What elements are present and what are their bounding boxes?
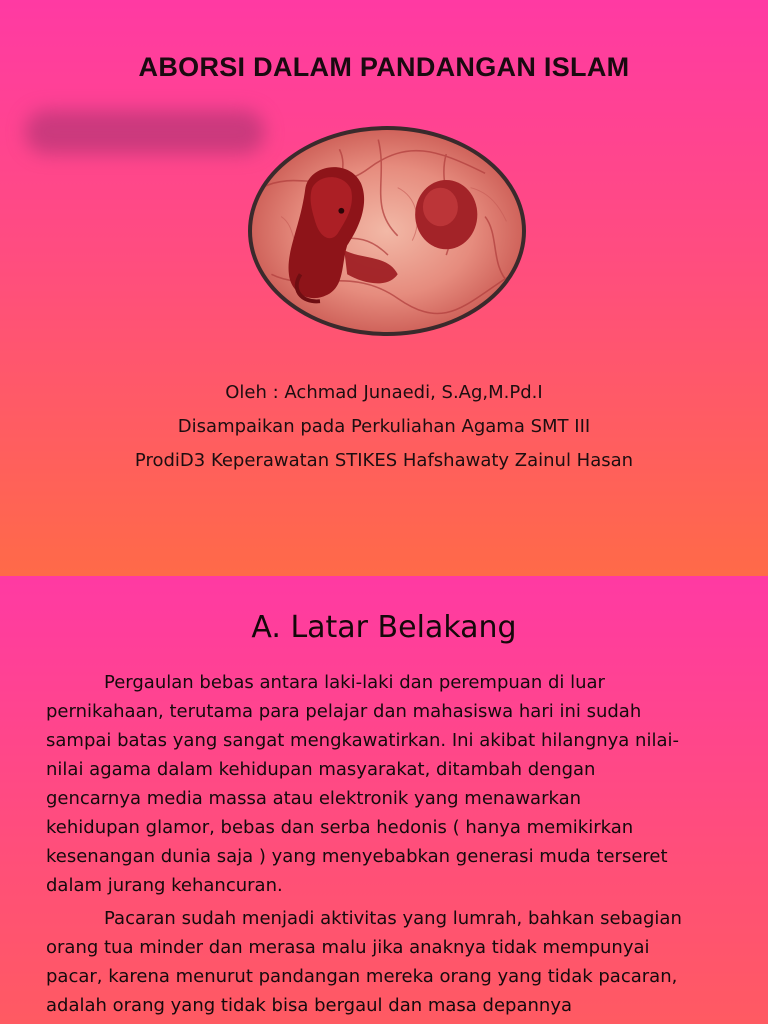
credit-author: Oleh : Achmad Junaedi, S.Ag,M.Pd.I [225,382,543,403]
body-text [46,668,726,1024]
slide-title: ABORSI DALAM PANDANGAN ISLAM [138,52,630,82]
text-line: nilai agama dalam kehidupan masyarakat, ditambah dengan [46,759,596,780]
text-line: dalam jurang kehancuran. [46,875,283,896]
credit-course: Disampaikan pada Perkuliahan Agama SMT III [177,416,591,437]
text-line: sampai batas yang sangat mengkawatirkan. Ini akibat hilangnya nilai- [46,730,679,751]
text-line: pernikahaan, terutama para pelajar dan mahasiswa hari ini sudah [46,701,642,722]
paragraph-2 [46,904,726,1020]
fetus-photo [248,126,526,336]
text-line: Pacaran sudah menjadi aktivitas yang lumrah, bahkan sebagian [104,908,682,929]
text-line: pacar, karena menurut pandangan mereka orang yang tidak pacaran, [46,966,678,987]
credit-program: ProdiD3 Keperawatan STIKES Hafshawaty Zainul Hasan [134,450,634,471]
text-line: adalah orang yang tidak bisa bergaul dan masa depannya [46,995,573,1016]
text-line: kehidupan glamor, bebas dan serba hedonis ( hanya memikirkan [46,817,634,838]
credits-block [0,376,768,478]
section-heading: A. Latar Belakang [251,610,517,645]
blurred-watermark [25,110,265,154]
text-line: Pergaulan bebas antara laki-laki dan perempuan di luar [104,672,605,693]
text-line: kesenangan dunia saja ) yang menyebabkan generasi muda terseret [46,846,668,867]
paragraph-1 [46,668,726,900]
text-line: gencarnya media massa atau elektronik yang menawarkan [46,788,582,809]
text-line: orang tua minder dan merasa malu jika anaknya tidak mempunyai [46,937,650,958]
